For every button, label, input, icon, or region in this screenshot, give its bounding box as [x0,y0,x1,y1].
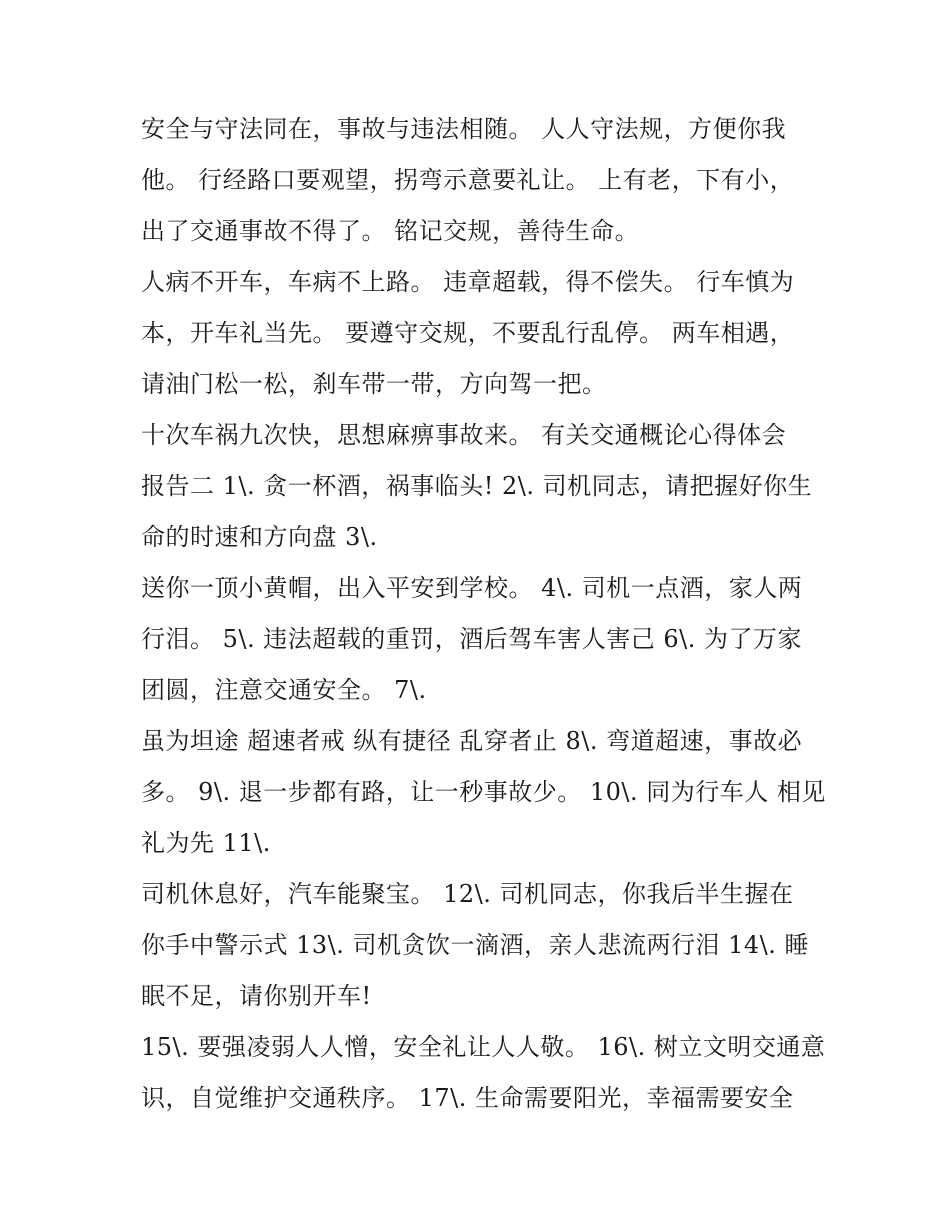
paragraph-7 [141,1022,841,1124]
text-line: 报告二 1\. 贪一杯酒，祸事临头! 2\. 司机同志，请把握好你生 [141,472,813,500]
text-line: 眠不足，请你别开车! [141,982,372,1010]
text-line: 识，自觉维护交通秩序。 17\. 生命需要阳光，幸福需要安全 [141,1084,794,1112]
text-line: 司机休息好，汽车能聚宝。 12\. 司机同志，你我后半生握在 [141,880,794,908]
text-line: 送你一顶小黄帽，出入平安到学校。 4\. 司机一点酒，家人两 [141,574,803,602]
text-line: 他。 行经路口要观望，拐弯示意要礼让。 上有老，下有小， [141,166,795,194]
paragraph-1 [141,104,841,257]
paragraph-6 [141,869,841,1022]
text-line: 行泪。 5\. 违法超载的重罚，酒后驾车害人害己 6\. 为了万家 [141,625,802,653]
text-line: 十次车祸九次快，思想麻痹事故来。 有关交通概论心得体会 [141,421,787,449]
text-line: 你手中警示式 13\. 司机贪饮一滴酒，亲人悲流两行泪 14\. 睡 [141,931,810,959]
text-line: 出了交通事故不得了。 铭记交规，善待生命。 [141,217,640,245]
text-line: 请油门松一松，刹车带一带，方向驾一把。 [141,370,607,398]
paragraph-4 [141,563,841,716]
text-line: 本，开车礼当先。 要遵守交规，不要乱行乱停。 两车相遇， [141,319,795,347]
paragraph-2 [141,257,841,410]
text-line: 15\. 要强凌弱人人憎，安全礼让人人敬。 16\. 树立文明交通意 [141,1033,826,1061]
text-line: 命的时速和方向盘 3\. [141,523,378,551]
text-line: 人病不开车，车病不上路。 违章超载，得不偿失。 行车慎为 [141,268,795,296]
text-line: 安全与守法同在，事故与违法相随。 人人守法规，方便你我 [141,115,787,143]
text-line: 团圆，注意交通安全。 7\. [141,676,427,704]
text-line: 多。 9\. 退一步都有路，让一秒事故少。 10\. 同为行车人 相见 [141,778,826,806]
paragraph-5 [141,716,841,869]
text-line: 虽为坦途 超速者戒 纵有捷径 乱穿者止 8\. 弯道超速，事故必 [141,727,803,755]
document-body [141,104,841,1124]
paragraph-3 [141,410,841,563]
text-line: 礼为先 11\. [141,829,271,857]
